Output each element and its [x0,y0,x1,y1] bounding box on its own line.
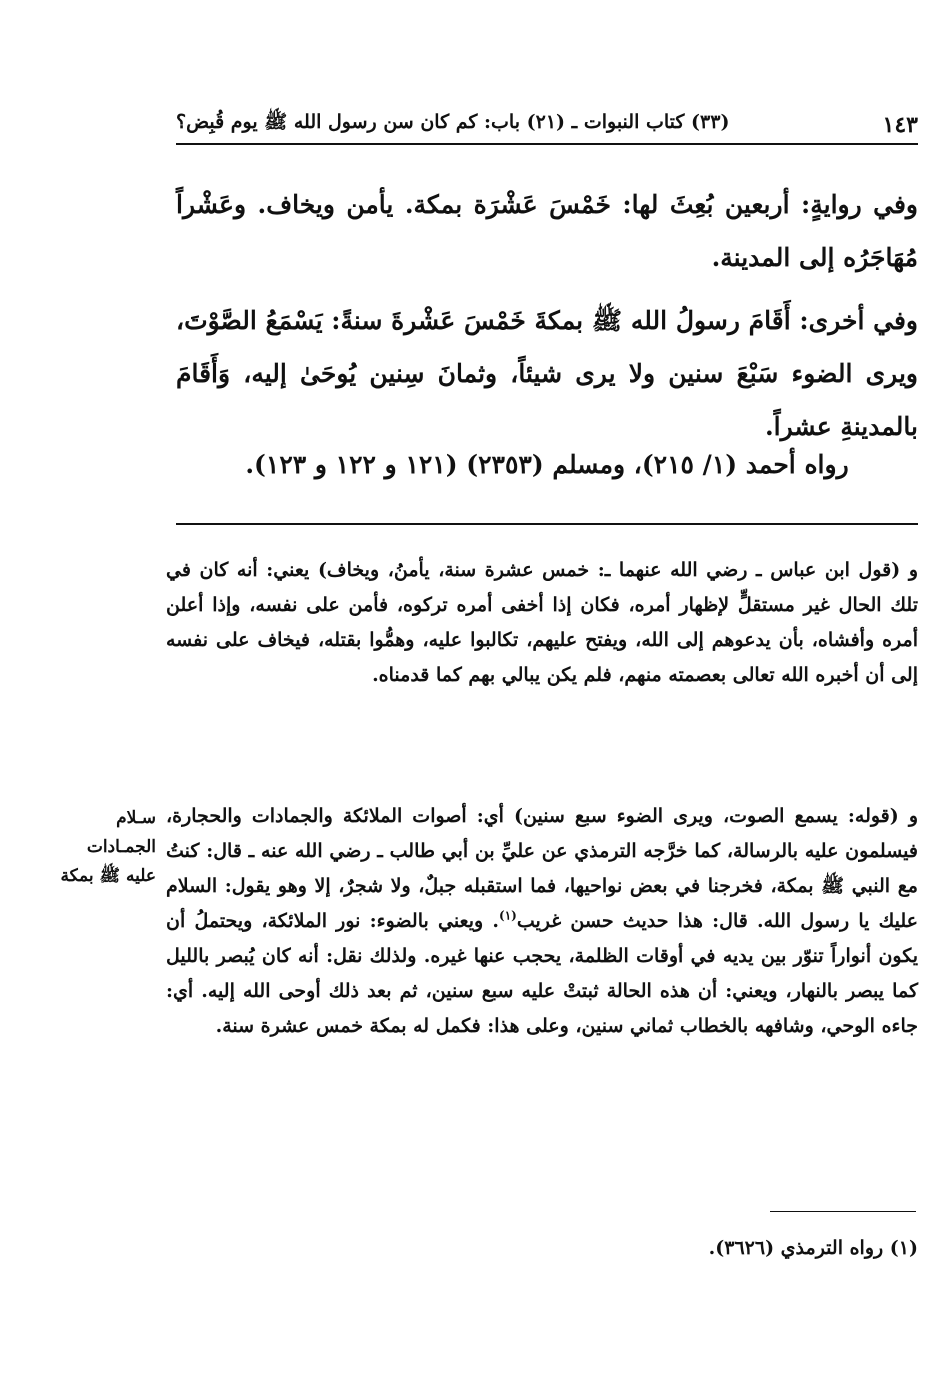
footnote-text: (١) رواه الترمذي (٣٦٢٦). [708,1237,918,1259]
footnote-divider [770,1211,916,1212]
footnote-reference[interactable]: (١) [499,908,517,923]
header-title: (٣٣) كتاب النبوات ـ (٢١) باب: كم كان سن رسول الله ﷺ يوم قُبِض؟ [176,111,730,133]
hadith-paragraph-narration-2: وفي أخرى: أَقَامَ رسولُ الله ﷺ بمكةَ خَمْسَ عَشْرةَ سنةً: يَسْمَعُ الصَّوْتَ، ويرى الضوء سَبْعَ سنين ولا يرى شيئاً، وثمانَ سِنين يُوحَىٰ إليه، وَأَقَامَ بالمدينةِ عشراً. [176,306,918,441]
commentary-paragraph-1: و (قول ابن عباس ـ رضي الله عنهما ـ: خمس عشرة سنة، يأمنُ، ويخاف) يعني: أنه كان في تلك الحال غير مستقلٍّ لإظهار أمره، فكان إذا أخفى أمره تركوه، فأمن على نفسه، وإذا أعلن أمره وأفشاه، بأن يدعوهم إلى الله، ويفتح عليهم، تكالبوا عليه، وهمُّوا بقتله، فيخاف على نفسه إلى أن أخبره الله تعالى بعصمته منهم، فلم يكن يبالي بهم كما قدمناه. [166,559,918,686]
commentary-paragraph-2 [166,799,918,1044]
header-divider [176,143,918,145]
commentary-paragraph-2-part-2: . ويعني بالضوء: نور الملائكة، ويحتملُ أن يكون أنواراً تنوّر بين يديه في أوقات الظلمة، يحجب عنها غيره. ولذلك نقل: أنه كان يُبصر بالليل كما يبصر بالنهار، ويعني: أن هذه الحالة ثبتتْ عليه سبع سنين، ثم بعد ذلك أوحى الله إليه. أي: جاءه الوحي، وشافهه بالخطاب ثماني سنين، وعلى هذا: فكمل له بمكة خمس عشرة سنة. [166,910,918,1037]
hadith-citation: رواه أحمد (١/ ٢١٥)، ومسلم (٢٣٥٣) (١٢١ و ١٢٢ و ١٢٣). [245,450,849,479]
commentary-paragraph-2-part-1: و (قوله: يسمع الصوت، ويرى الضوء سبع سنين) أي: أصوات الملائكة والجمادات والحجارة، فيسلمون عليه بالرسالة، كما خرَّجه الترمذي عن عليِّ بن أبي طالب ـ رضي الله عنه ـ قال: كنتُ مع النبي ﷺ بمكة، فخرجنا في بعض نواحيها، فما استقبله جبلٌ، ولا شجرٌ، إلا وهو يقول: السلام عليك يا رسول الله. قال: هذا حديث حسن غريب [166,805,918,932]
margin-note-line-1: سـلام [116,808,156,828]
margin-note-line-3: عليه ﷺ بمكة [60,866,156,886]
page-number: ١٤٣ [882,112,918,138]
margin-note-line-2: الجمـادات [86,837,156,857]
margin-note [40,804,156,891]
hadith-paragraph-narration-1: وفي روايةٍ: أربعين بُعِثَ لها: خَمْسَ عَشْرَة بمكة. يأمن ويخاف. وعَشْراً مُهَاجَرُه إلى المدينة. [176,190,918,272]
running-header [176,104,918,138]
section-divider [176,523,918,525]
